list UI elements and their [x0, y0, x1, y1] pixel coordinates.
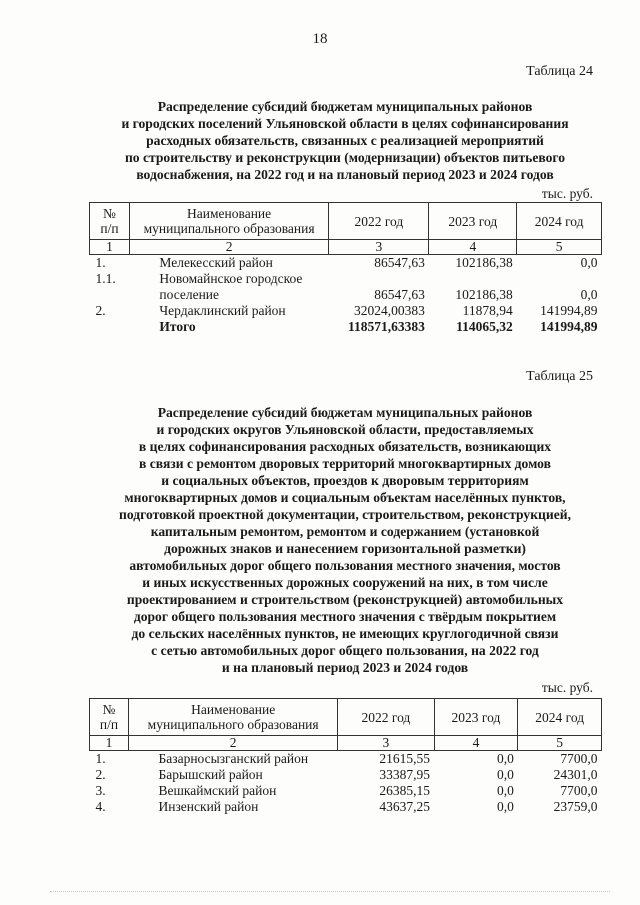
header-number: № п/п — [90, 203, 130, 240]
table-24-units: тыс. руб. — [541, 186, 593, 201]
row-number: 2. — [95, 303, 106, 318]
row-value-2022: 86547,63 — [374, 255, 425, 270]
table-25-title: Распределение субсидий бюджетам муниципальных районов и городских округов Ульяновской области, предоставляемых в целях софинансирования расходных обязательств, возникающих в связи с ремонтом дворовых территорий многоквартирных домов и социальных объектов, проездов к дворовым территориям многоквартирных домов и социальным объектам населённых пунктов, подготовкой проектной документации, строительством, реконструкцией, капитальным ремонтом, ремонтом и содержанием (установкой дорожных знаков и нанесением горизонтальной разметки) автомобильных дорог общего пользования местного значения, мостов и иных искусственных дорожных сооружений на них, в том числе проектированием и строительством (реконструкцией) автомобильных дорог общего пользования местного значения с твёрдым покрытием до сельских населённых пунктов, не имеющих круглогодичной связи с сетью автомобильных дорог общего пользования, на 2022 год и на плановый период 2023 и 2024 годов — [119, 405, 571, 675]
header-name: Наименование муниципального образования — [129, 699, 338, 736]
index-cell: 1 — [90, 240, 130, 255]
table-24-title: Распределение субсидий бюджетам муниципальных районов и городских поселений Ульяновской области в целях софинансирования расходных обязательств, связанных с реализацией мероприятий по строительству и реконструкции (модернизации) объектов питьевого водоснабжения, на 2022 год и на плановый период 2023 и 2024 годов — [121, 99, 569, 182]
row-value-2024: 24301,0 — [553, 767, 598, 782]
row-number: 4. — [95, 799, 106, 814]
row-value-2022: 86547,63 — [374, 287, 425, 302]
row-name: Вешкаймский район — [158, 783, 277, 798]
table-row — [90, 255, 602, 272]
header-2022: 2022 год — [338, 699, 434, 736]
table-row — [90, 303, 602, 319]
total-2024: 141994,89 — [540, 319, 598, 334]
row-value-2023: 0,0 — [496, 799, 514, 814]
row-value-2024: 0,0 — [580, 287, 598, 302]
total-2023: 114065,32 — [456, 319, 513, 334]
table-row — [90, 799, 602, 815]
index-cell: 3 — [329, 240, 429, 255]
row-name: Чердаклинский район — [159, 303, 286, 318]
header-2023: 2023 год — [434, 699, 518, 736]
header-2022: 2022 год — [329, 203, 429, 240]
index-cell: 1 — [90, 736, 129, 751]
header-2024: 2024 год — [517, 203, 602, 240]
row-value-2024: 141994,89 — [540, 303, 598, 318]
row-name: Инзенский район — [158, 799, 259, 814]
row-value-2022: 32024,00383 — [354, 303, 425, 318]
total-label: Итого — [159, 319, 196, 334]
row-value-2024: 0,0 — [580, 255, 598, 270]
table-total-row — [90, 319, 602, 335]
row-value-2024: 7700,0 — [560, 783, 598, 798]
row-value-2023: 0,0 — [496, 751, 514, 766]
table-24 — [89, 202, 602, 335]
index-cell: 4 — [434, 736, 518, 751]
index-cell: 2 — [129, 240, 328, 255]
table-24-header-row — [90, 203, 602, 240]
row-value-2024: 23759,0 — [553, 799, 598, 814]
table-25-header-row — [90, 699, 602, 736]
row-name: Мелекесский район — [159, 255, 273, 270]
index-cell: 2 — [129, 736, 338, 751]
table-25 — [89, 698, 602, 815]
header-2024: 2024 год — [518, 699, 602, 736]
row-value-2023: 102186,38 — [455, 255, 513, 270]
row-name: Новомайнское городское поселение — [159, 271, 303, 302]
row-number: 1. — [95, 751, 106, 766]
row-value-2022: 21615,55 — [379, 751, 431, 766]
row-number: 1.1. — [95, 271, 116, 286]
table-25-label: Таблица 25 — [526, 369, 593, 384]
scan-edge-noise — [50, 891, 610, 894]
row-value-2022: 33387,95 — [379, 767, 431, 782]
table-row — [90, 271, 602, 303]
row-value-2024: 7700,0 — [560, 751, 598, 766]
index-cell: 5 — [517, 240, 602, 255]
table-25-units: тыс. руб. — [541, 680, 593, 695]
page-number: 18 — [312, 31, 328, 47]
index-cell: 3 — [338, 736, 434, 751]
row-number: 3. — [95, 783, 106, 798]
index-cell: 5 — [518, 736, 602, 751]
index-cell: 4 — [429, 240, 517, 255]
row-value-2022: 43637,25 — [379, 799, 431, 814]
total-2022: 118571,63383 — [348, 319, 425, 334]
row-value-2023: 102186,38 — [455, 287, 513, 302]
row-name: Барышский район — [158, 767, 263, 782]
table-25-index-row — [90, 736, 602, 751]
row-value-2023: 11878,94 — [462, 303, 513, 318]
table-24-label: Таблица 24 — [526, 64, 593, 79]
row-value-2022: 26385,15 — [379, 783, 431, 798]
row-value-2023: 0,0 — [496, 767, 514, 782]
table-row — [90, 767, 602, 783]
header-name: Наименование муниципального образования — [129, 203, 328, 240]
table-row — [90, 751, 602, 768]
header-number: № п/п — [90, 699, 129, 736]
row-number: 2. — [95, 767, 106, 782]
table-row — [90, 783, 602, 799]
row-number — [90, 319, 130, 335]
row-number: 1. — [95, 255, 106, 270]
row-value-2023: 0,0 — [496, 783, 514, 798]
header-2023: 2023 год — [429, 203, 517, 240]
table-24-index-row — [90, 240, 602, 255]
row-name: Базарносызганский район — [158, 751, 309, 766]
